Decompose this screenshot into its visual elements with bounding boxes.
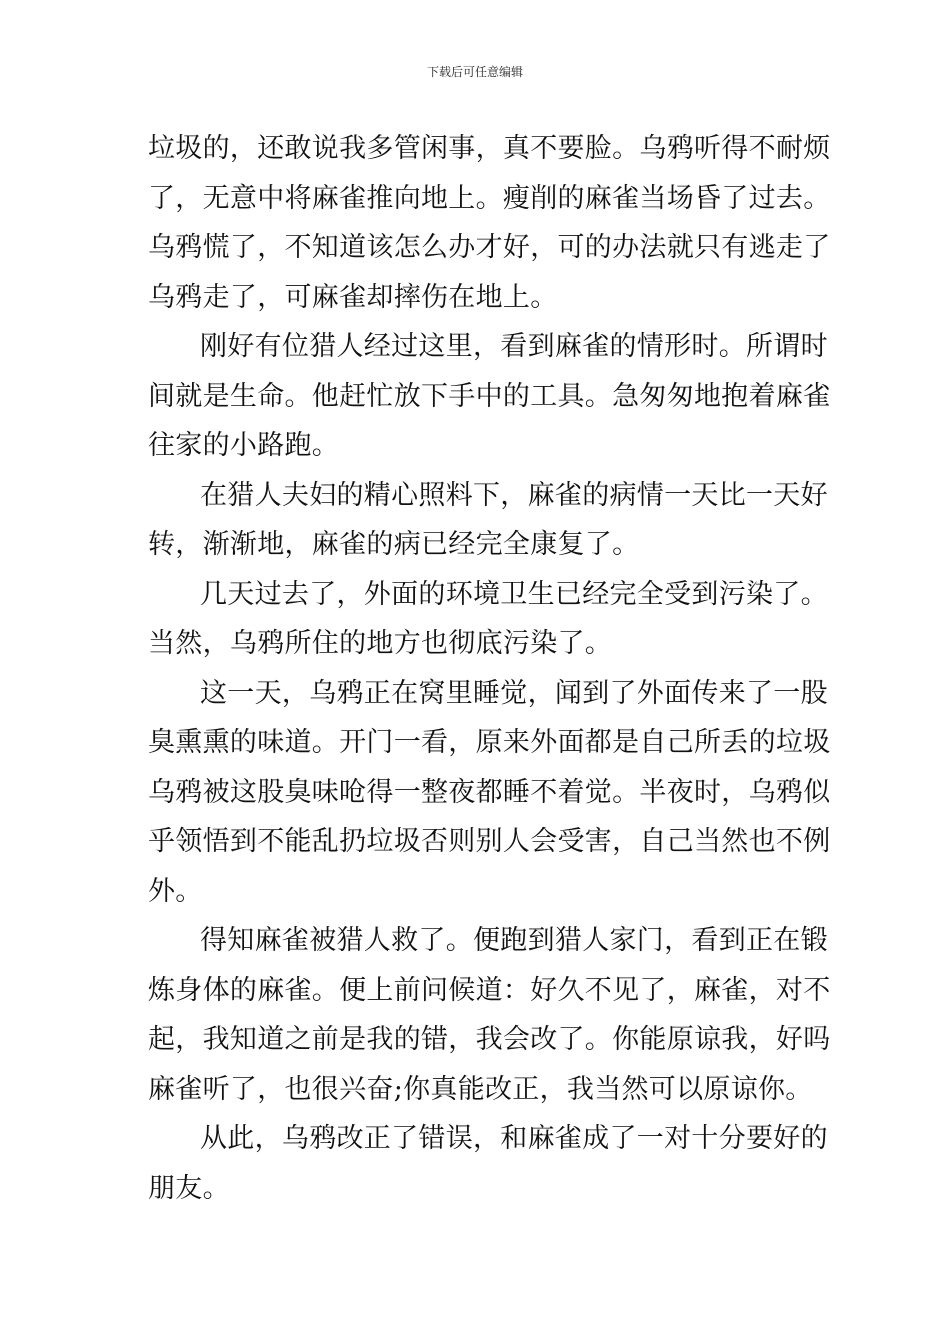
paragraph	[148, 1114, 828, 1213]
text-line: 从此，乌鸦改正了错误，和麻雀成了一对十分要好的	[200, 1123, 828, 1154]
text-line: 往家的小路跑。	[148, 430, 340, 461]
text-line: 外。	[148, 875, 203, 907]
text-line: 得知麻雀被猎人救了。便跑到猎人家门，看到正在锻	[200, 925, 828, 956]
text-line: 臭熏熏的味道。开门一看，原来外面都是自己所丢的垃圾	[148, 727, 831, 758]
text-line: 垃圾的，还敢说我多管闲事，真不要脸。乌鸦听得不耐烦	[148, 133, 831, 164]
paragraph	[148, 916, 831, 1114]
paragraph	[148, 124, 831, 322]
text-line: 了，无意中将麻雀推向地上。瘦削的麻雀当场昏了过去。	[148, 182, 831, 214]
text-line: 起，我知道之前是我的错，我会改了。你能原谅我，好吗	[148, 1024, 831, 1055]
text-line: 乌鸦被这股臭味呛得一整夜都睡不着觉。半夜时，乌鸦似	[148, 776, 831, 808]
text-line: 乌鸦慌了，不知道该怎么办才好，可的办法就只有逃走了	[148, 232, 831, 263]
text-line: 转，渐渐地，麻雀的病已经完全康复了。	[148, 529, 640, 560]
paragraph	[148, 570, 828, 669]
text-line: 刚好有位猎人经过这里，看到麻雀的情形时。所谓时	[200, 331, 828, 362]
page-header: 下载后可任意编辑	[426, 65, 523, 79]
document-body	[148, 124, 831, 1213]
text-line: 乌鸦走了，可麻雀却摔伤在地上。	[148, 281, 558, 313]
text-line: 这一天，乌鸦正在窝里睡觉，闻到了外面传来了一股	[200, 677, 828, 709]
text-line: 几天过去了，外面的环境卫生已经完全受到污染了。	[200, 578, 828, 610]
paragraph	[148, 322, 831, 471]
text-line: 炼身体的麻雀。便上前问候道：好久不见了，麻雀，对不	[148, 974, 831, 1006]
paragraph	[148, 669, 831, 917]
text-line: 朋友。	[148, 1172, 230, 1204]
text-line: 麻雀听了，也很兴奋;你真能改正，我当然可以原谅你。	[148, 1073, 813, 1105]
text-line: 当然，乌鸦所住的地方也彻底污染了。	[148, 628, 613, 659]
paragraph	[148, 471, 828, 570]
text-line: 间就是生命。他赶忙放下手中的工具。急匆匆地抱着麻雀	[148, 380, 831, 412]
text-line: 乎领悟到不能乱扔垃圾否则别人会受害，自己当然也不例	[148, 826, 831, 857]
text-line: 在猎人夫妇的精心照料下，麻雀的病情一天比一天好	[200, 479, 828, 511]
